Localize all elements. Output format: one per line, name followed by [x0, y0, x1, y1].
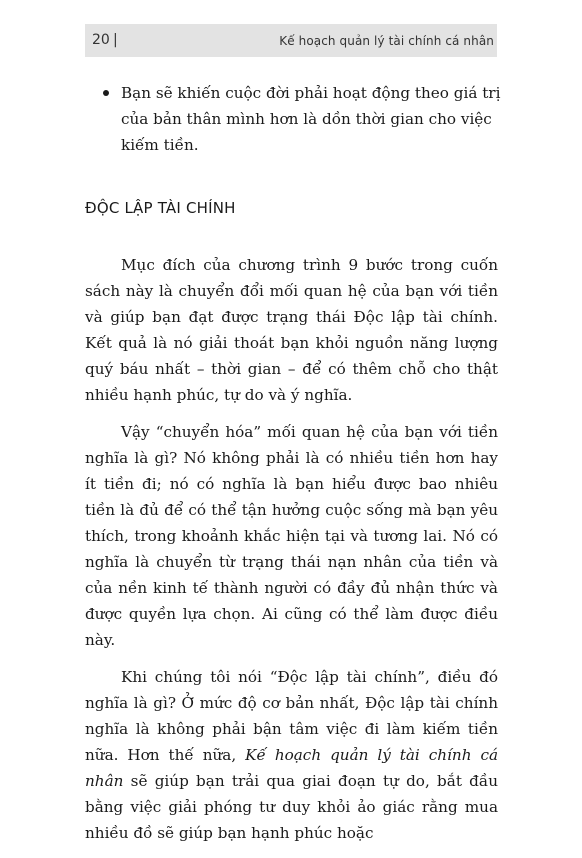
running-header	[85, 24, 497, 57]
page-number: 20	[92, 32, 110, 48]
bullet-text: Bạn sẽ khiến cuộc đời phải hoạt động theo giá trị của bản thân mình hơn là dồn thời gian cho việc kiếm tiền.	[121, 84, 501, 154]
running-title: Kế hoạch quản lý tài chính cá nhân	[279, 34, 494, 48]
bullet-icon	[103, 90, 109, 96]
bullet-item	[103, 80, 503, 158]
paragraph-3	[85, 664, 498, 846]
paragraph-2: Vậy “chuyển hóa” mối quan hệ của bạn với tiền nghĩa là gì? Nó không phải là có nhiều tiền hơn hay ít tiền đi; nó có nghĩa là bạn hiểu được bao nhiêu tiền là đủ để có thể tận hưởng cuộc sống mà bạn yêu thích, trong khoảnh khắc hiện tại và tương lai. Nó có nghĩa là chuyển từ trạng thái nạn nhân của tiền và của nền kinh tế thành người có đầy đủ nhận thức và được quyền lựa chọn. Ai cũng có thể làm được điều này.	[85, 423, 498, 649]
paragraph-1: Mục đích của chương trình 9 bước trong cuốn sách này là chuyển đổi mối quan hệ của bạn với tiền và giúp bạn đạt được trạng thái Độc lập tài chính. Kết quả là nó giải thoát bạn khỏi nguồn năng lượng quý báu nhất – thời gian – để có thêm chỗ cho thật nhiều hạnh phúc, tự do và ý nghĩa.	[85, 256, 498, 404]
section-heading: ĐỘC LẬP TÀI CHÍNH	[85, 199, 236, 217]
paragraph-3-start: Khi chúng tôi nói “Độc lập tài chính”, điều đó nghĩa là gì? Ở mức độ cơ bản nhất, Độc lập tài chính nghĩa là không phải bận tâm việc đi làm kiếm tiền nữa. Hơn thế nữa,	[85, 668, 498, 764]
body-text	[85, 252, 498, 857]
header-separator: |	[113, 32, 118, 48]
paragraph-3-end: sẽ giúp bạn trải qua giai đoạn tự do, bắt đầu bằng việc giải phóng tư duy khỏi ảo giác rằng mua nhiều đồ sẽ giúp bạn hạnh phúc hoặc	[85, 772, 498, 842]
book-title-italic: Kế hoạch quản lý tài chính cá nhân	[85, 746, 498, 790]
